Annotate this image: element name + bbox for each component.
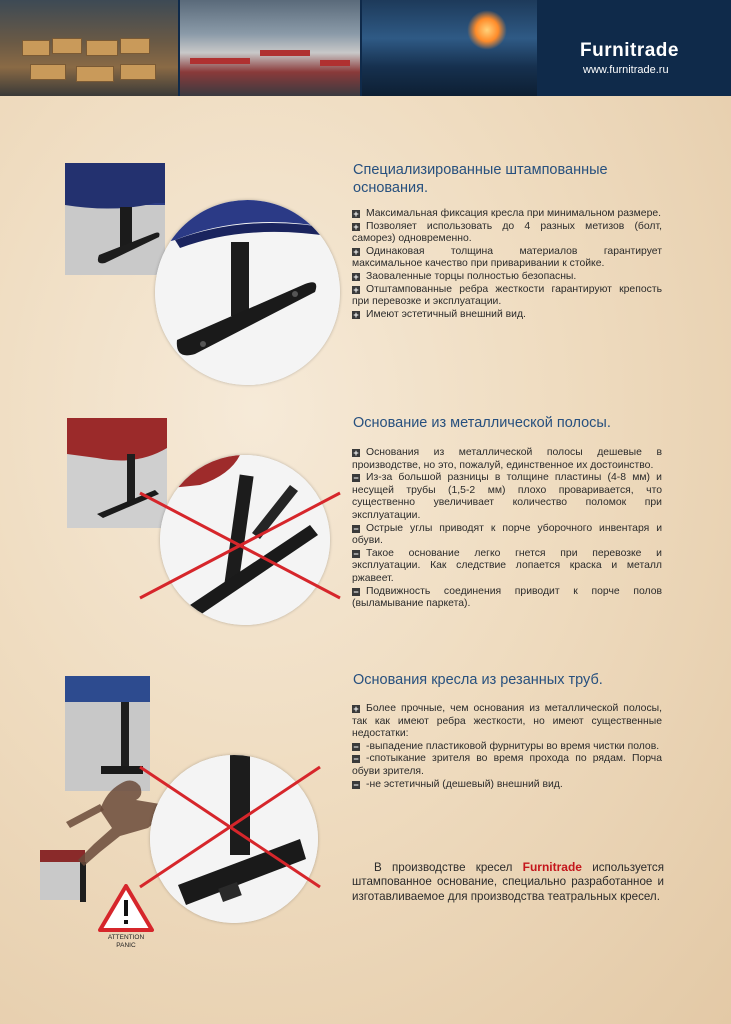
brand-url: www.furnitrade.ru xyxy=(583,64,669,76)
list-item: − -не эстетичный (дешевый) внешний вид. xyxy=(353,778,563,790)
minus-bullet-icon: − xyxy=(353,779,359,790)
plus-bullet-icon: + xyxy=(353,284,359,295)
section-title-stamped: Специализированные штампованные основания. xyxy=(353,162,608,196)
section-title-metal-strip: Основание из металлической полосы. xyxy=(353,415,611,431)
metal-strip-list xyxy=(352,447,662,611)
warning-label xyxy=(98,934,154,949)
plus-bullet-icon: + xyxy=(353,271,359,282)
stamped-advantages-list xyxy=(352,208,662,321)
minus-bullet-icon: − xyxy=(353,523,359,534)
plus-bullet-icon: + xyxy=(353,704,359,714)
plus-bullet-icon: + xyxy=(353,221,359,232)
list-item: + Максимальная фиксация кресла при минимальном размере. xyxy=(353,208,662,219)
list-item: + Одинаковая толщина материалов гарантирует максимальное качество при приваривании к стойке. xyxy=(352,245,662,270)
factory-photo-welding xyxy=(362,0,537,96)
stamped-base-closeup xyxy=(155,200,340,385)
warning-line-attention: ATTENTION xyxy=(107,934,145,941)
list-item: + Отштампованные ребра жесткости гарантируют крепость при перевозке и эксплуатации. xyxy=(352,283,662,308)
section-title-cut-pipes: Основания кресла из резанных труб. xyxy=(353,672,603,688)
minus-bullet-icon: − xyxy=(353,548,359,559)
closing-text-start: В производстве кресел xyxy=(374,861,513,874)
minus-bullet-icon: − xyxy=(353,586,359,597)
closing-paragraph xyxy=(352,860,664,904)
list-item: + Позволяет использовать до 4 разных метизов (болт, саморез) одновременно. xyxy=(352,220,662,245)
brand-logo: Furnitrade xyxy=(580,40,679,61)
list-item: − Подвижность соединения приводит к порче полов (выламывание паркета). xyxy=(352,585,662,610)
inline-brand-logo: Furnitrade xyxy=(522,860,582,874)
minus-bullet-icon: − xyxy=(353,741,359,752)
list-item: + Имеют эстетичный внешний вид. xyxy=(353,308,526,320)
list-item: − Острые углы приводят к порче уборочного инвентаря и обуви. xyxy=(352,522,662,547)
list-item: + Заоваленные торцы полностью безопасны. xyxy=(353,270,577,282)
cut-pipes-list xyxy=(352,703,662,791)
cross-out-icon xyxy=(135,488,345,603)
warning-line-panic: PANIC xyxy=(116,941,136,949)
stamped-base-photo xyxy=(65,163,165,275)
cross-out-icon xyxy=(135,762,325,892)
minus-bullet-icon: − xyxy=(353,473,359,484)
minus-bullet-icon: − xyxy=(353,754,359,765)
list-item: − -спотыкание зрителя во время прохода по рядам. Порча обуви зрителя. xyxy=(352,753,662,777)
list-item: + Основания из металлической полосы дешевые в производстве, но это, пожалуй, единственное их достоинство. xyxy=(352,447,662,471)
list-item: − -выпадение пластиковой фурнитуры во время чистки полов. xyxy=(353,740,660,752)
plus-bullet-icon: + xyxy=(353,309,359,320)
list-item: + Более прочные, чем основания из металлической полосы, так как имеют ребра жесткости, но имеют существенные недостатки: xyxy=(352,703,662,740)
plus-bullet-icon: + xyxy=(353,246,359,257)
plus-bullet-icon: + xyxy=(353,209,359,219)
plus-bullet-icon: + xyxy=(353,448,359,458)
factory-photo-wood xyxy=(0,0,178,96)
closing-text-end: используется штампованное основание, специально разработанное и изготавливаемое для производства театральных кресел. xyxy=(352,861,664,903)
list-item: − Такое основание легко гнется при перевозке и эксплуатации. Как следствие лопается краска и металл ржавеет. xyxy=(352,547,662,584)
list-item: − Из-за большой разницы в толщине пластины (4-8 мм) и несущей трубы (1,5-2 мм) плохо проваривается, что существенно увеличивает количество поломок при эксплуатации. xyxy=(352,472,662,521)
factory-photo-machines xyxy=(180,0,360,96)
